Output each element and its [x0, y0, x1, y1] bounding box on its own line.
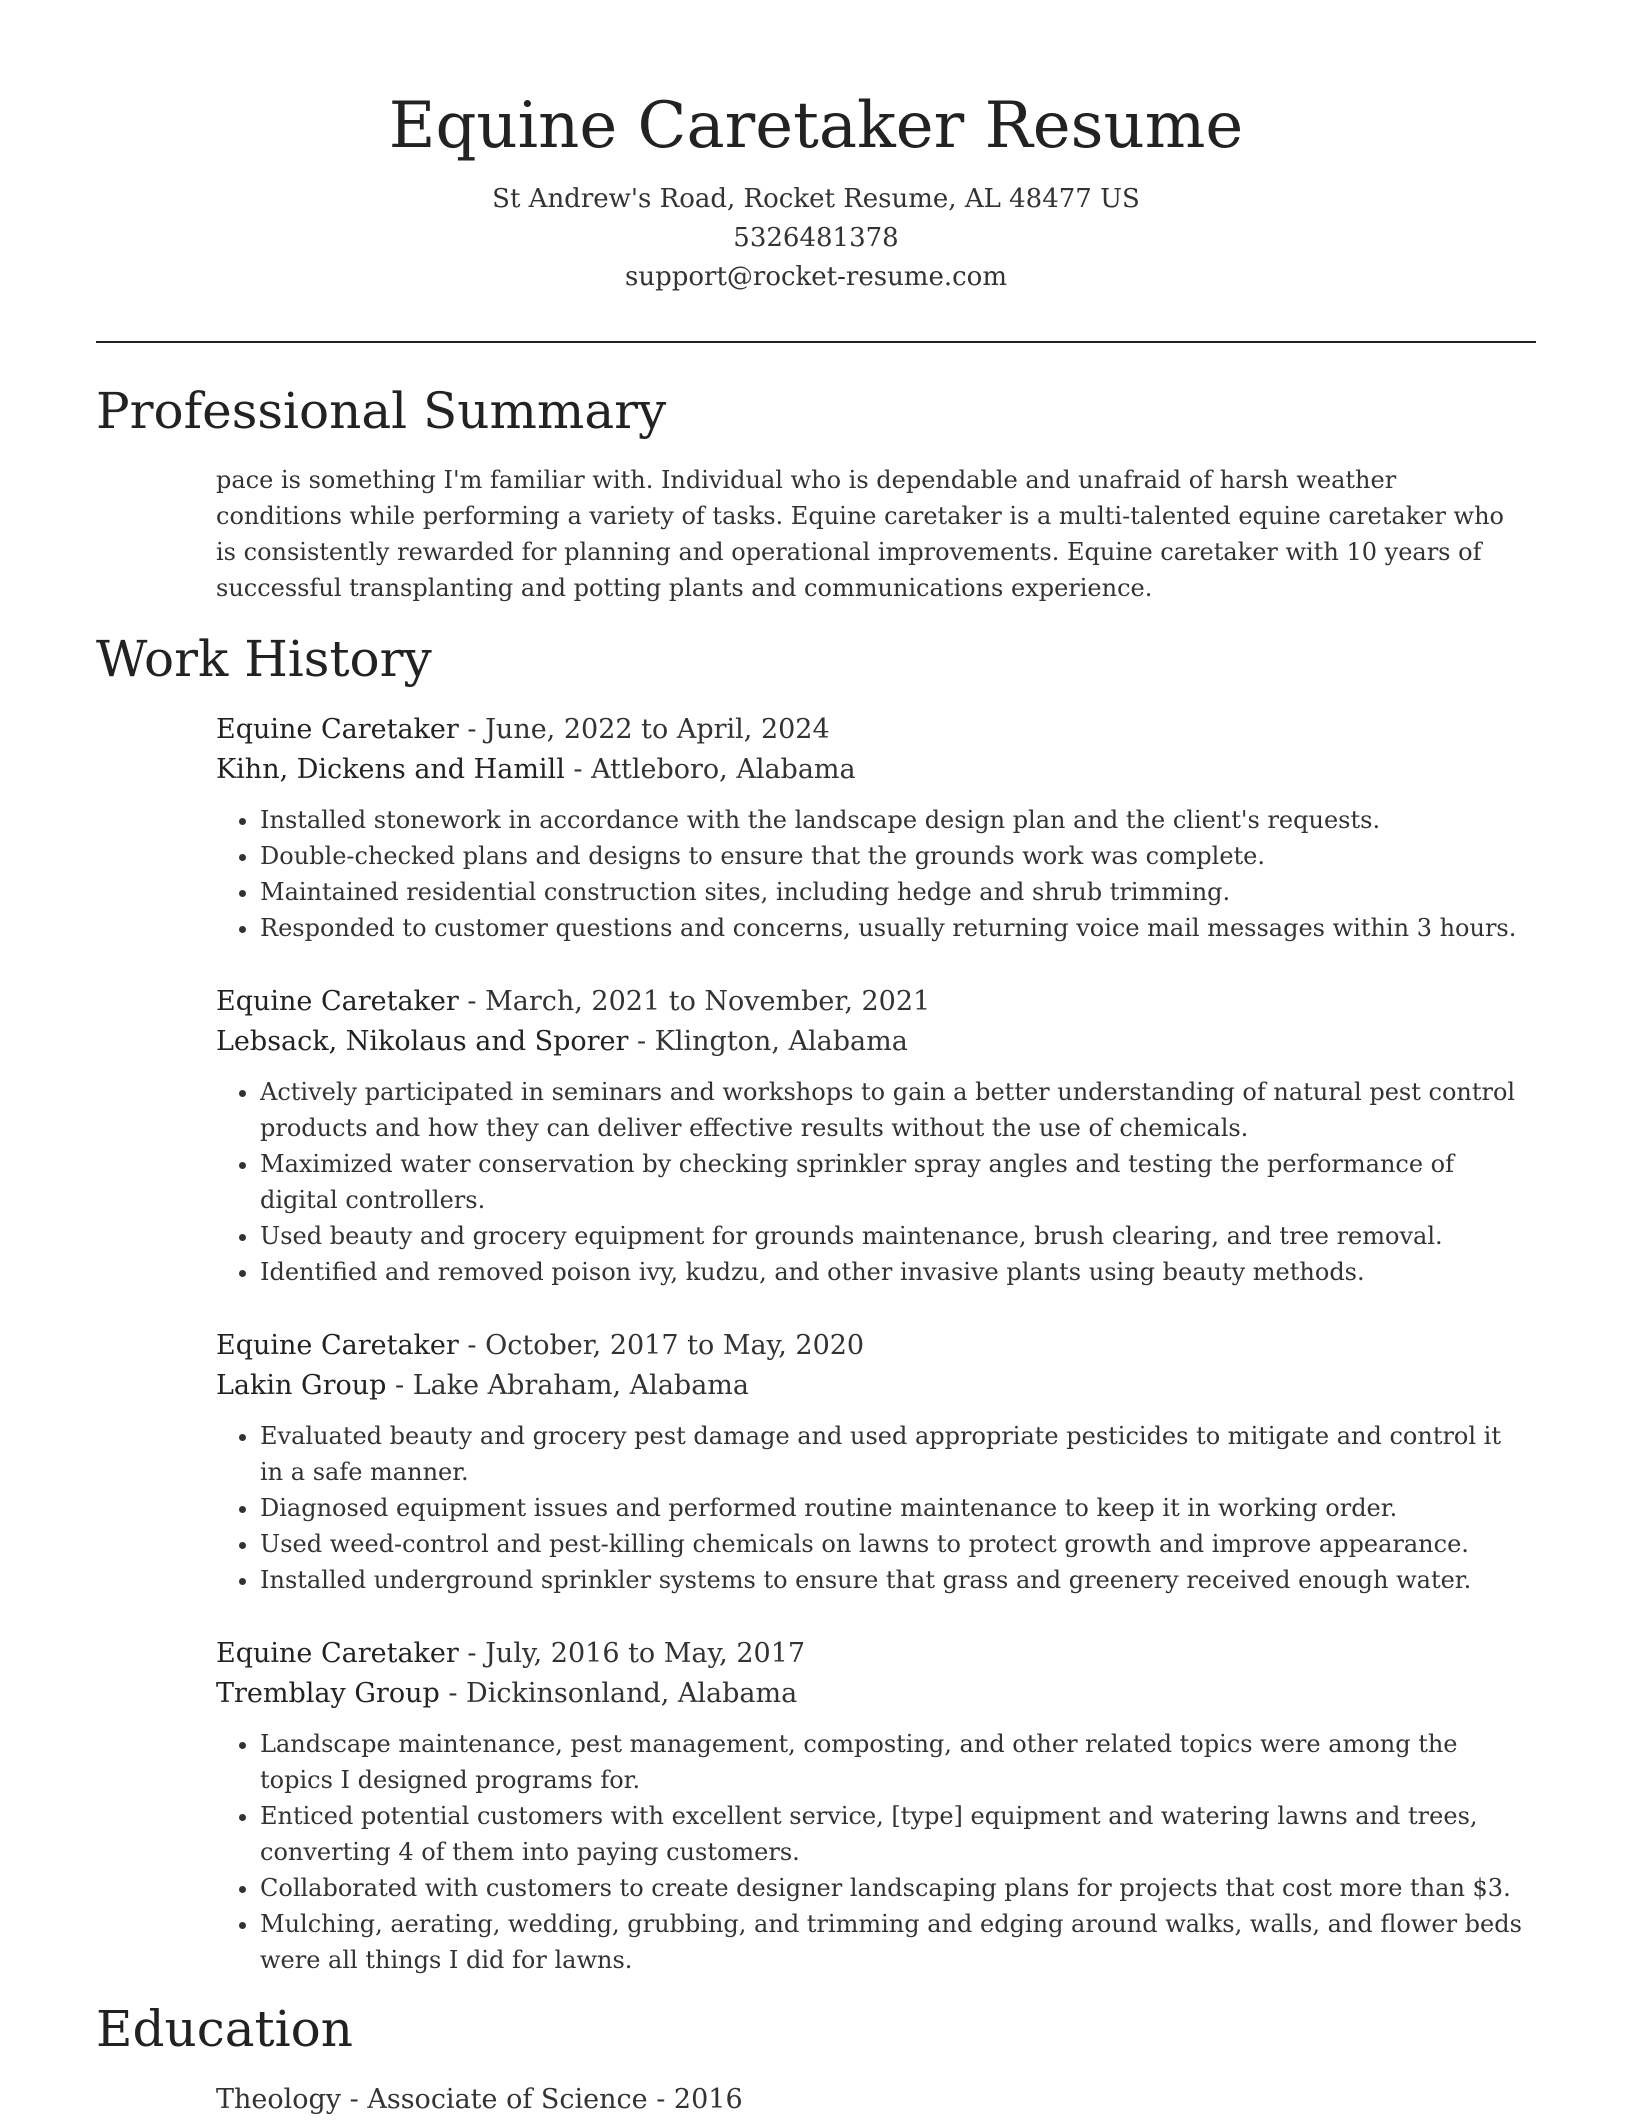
job-company-line	[216, 750, 1526, 790]
resume-title: Equine Caretaker Resume	[388, 89, 1244, 163]
job-company-line	[216, 1366, 1526, 1406]
job-bullets	[216, 802, 1526, 946]
list-item: • Maintained residential construction sites, including hedge and shrub trimming.	[260, 874, 1526, 910]
section-title-education: Education	[96, 2000, 353, 2058]
list-item: • Responded to customer questions and concerns, usually returning voice mail messages within 3 hours.	[260, 910, 1526, 946]
list-item: • Actively participated in seminars and workshops to gain a better understanding of natural pest control products and how they can deliver effective results without the use of chemicals.	[260, 1074, 1526, 1146]
job-entry	[216, 1634, 1526, 1978]
job-title-line	[216, 710, 1526, 750]
list-item: • Maximized water conservation by checking sprinkler spray angles and testing the performance of digital controllers.	[260, 1146, 1526, 1218]
job-location: - Attleboro, Alabama	[564, 754, 856, 785]
job-company-line	[216, 1674, 1526, 1714]
job-company: Kihn, Dickens and Hamill	[216, 754, 565, 785]
job-location: - Klington, Alabama	[628, 1026, 908, 1057]
job-title: Equine Caretaker	[216, 714, 459, 745]
resume-header	[0, 86, 1632, 297]
list-item: • Installed stonework in accordance with the landscape design plan and the client's requests.	[260, 802, 1526, 838]
list-item: • Double-checked plans and designs to ensure that the grounds work was complete.	[260, 838, 1526, 874]
work-history-section	[216, 710, 1526, 2014]
job-dates: - June, 2022 to April, 2024	[458, 714, 830, 745]
job-location: - Dickinsonland, Alabama	[439, 1678, 798, 1709]
summary-section	[216, 462, 1526, 606]
list-item: • Enticed potential customers with excellent service, [type] equipment and watering lawns and trees, converting 4 of them into paying customers.	[260, 1798, 1526, 1870]
job-bullets	[216, 1726, 1526, 1978]
list-item: • Identified and removed poison ivy, kudzu, and other invasive plants using beauty methods.	[260, 1254, 1526, 1290]
job-entry	[216, 982, 1526, 1290]
job-dates: - July, 2016 to May, 2017	[458, 1638, 806, 1669]
contact-block	[0, 180, 1632, 297]
job-title-line	[216, 1326, 1526, 1366]
contact-email: support@rocket-resume.com	[624, 262, 1007, 292]
job-title: Equine Caretaker	[216, 1330, 459, 1361]
list-item: • Landscape maintenance, pest management, composting, and other related topics were among the topics I designed programs for.	[260, 1726, 1526, 1798]
job-bullets	[216, 1418, 1526, 1598]
section-title-work-history: Work History	[96, 630, 432, 688]
job-dates: - March, 2021 to November, 2021	[458, 986, 931, 1017]
job-entry	[216, 710, 1526, 946]
job-title-line	[216, 1634, 1526, 1674]
list-item: • Mulching, aerating, wedding, grubbing, and trimming and edging around walks, walls, and flower beds were all things I did for lawns.	[260, 1906, 1526, 1978]
job-dates: - October, 2017 to May, 2020	[458, 1330, 865, 1361]
education-entry: Theology - Associate of Science - 2016	[216, 2084, 743, 2115]
job-location: - Lake Abraham, Alabama	[386, 1370, 749, 1401]
education-section	[216, 2080, 1526, 2120]
job-title: Equine Caretaker	[216, 986, 459, 1017]
contact-address: St Andrew's Road, Rocket Resume, AL 48477 US	[492, 184, 1140, 214]
header-divider	[96, 341, 1536, 343]
section-title-summary: Professional Summary	[96, 382, 667, 440]
job-company: Lakin Group	[216, 1370, 387, 1401]
list-item: • Collaborated with customers to create designer landscaping plans for projects that cost more than $3.	[260, 1870, 1526, 1906]
job-company-line	[216, 1022, 1526, 1062]
job-entry	[216, 1326, 1526, 1598]
list-item: • Used beauty and grocery equipment for grounds maintenance, brush clearing, and tree removal.	[260, 1218, 1526, 1254]
list-item: • Diagnosed equipment issues and performed routine maintenance to keep it in working order.	[260, 1490, 1526, 1526]
job-company: Lebsack, Nikolaus and Sporer	[216, 1026, 629, 1057]
job-title-line	[216, 982, 1526, 1022]
list-item: • Used weed-control and pest-killing chemicals on lawns to protect growth and improve appearance.	[260, 1526, 1526, 1562]
job-bullets	[216, 1074, 1526, 1290]
summary-text: pace is something I'm familiar with. Individual who is dependable and unafraid of harsh weather conditions while performing a variety of tasks. Equine caretaker is a multi-talented equine caretaker who is consistently rewarded for planning and operational improvements. Equine caretaker with 10 years of successful transplanting and potting plants and communications experience.	[216, 466, 1505, 602]
list-item: • Installed underground sprinkler systems to ensure that grass and greenery received enough water.	[260, 1562, 1526, 1598]
contact-phone: 5326481378	[733, 223, 899, 253]
job-title: Equine Caretaker	[216, 1638, 459, 1669]
job-company: Tremblay Group	[216, 1678, 440, 1709]
list-item: • Evaluated beauty and grocery pest damage and used appropriate pesticides to mitigate and control it in a safe manner.	[260, 1418, 1526, 1490]
